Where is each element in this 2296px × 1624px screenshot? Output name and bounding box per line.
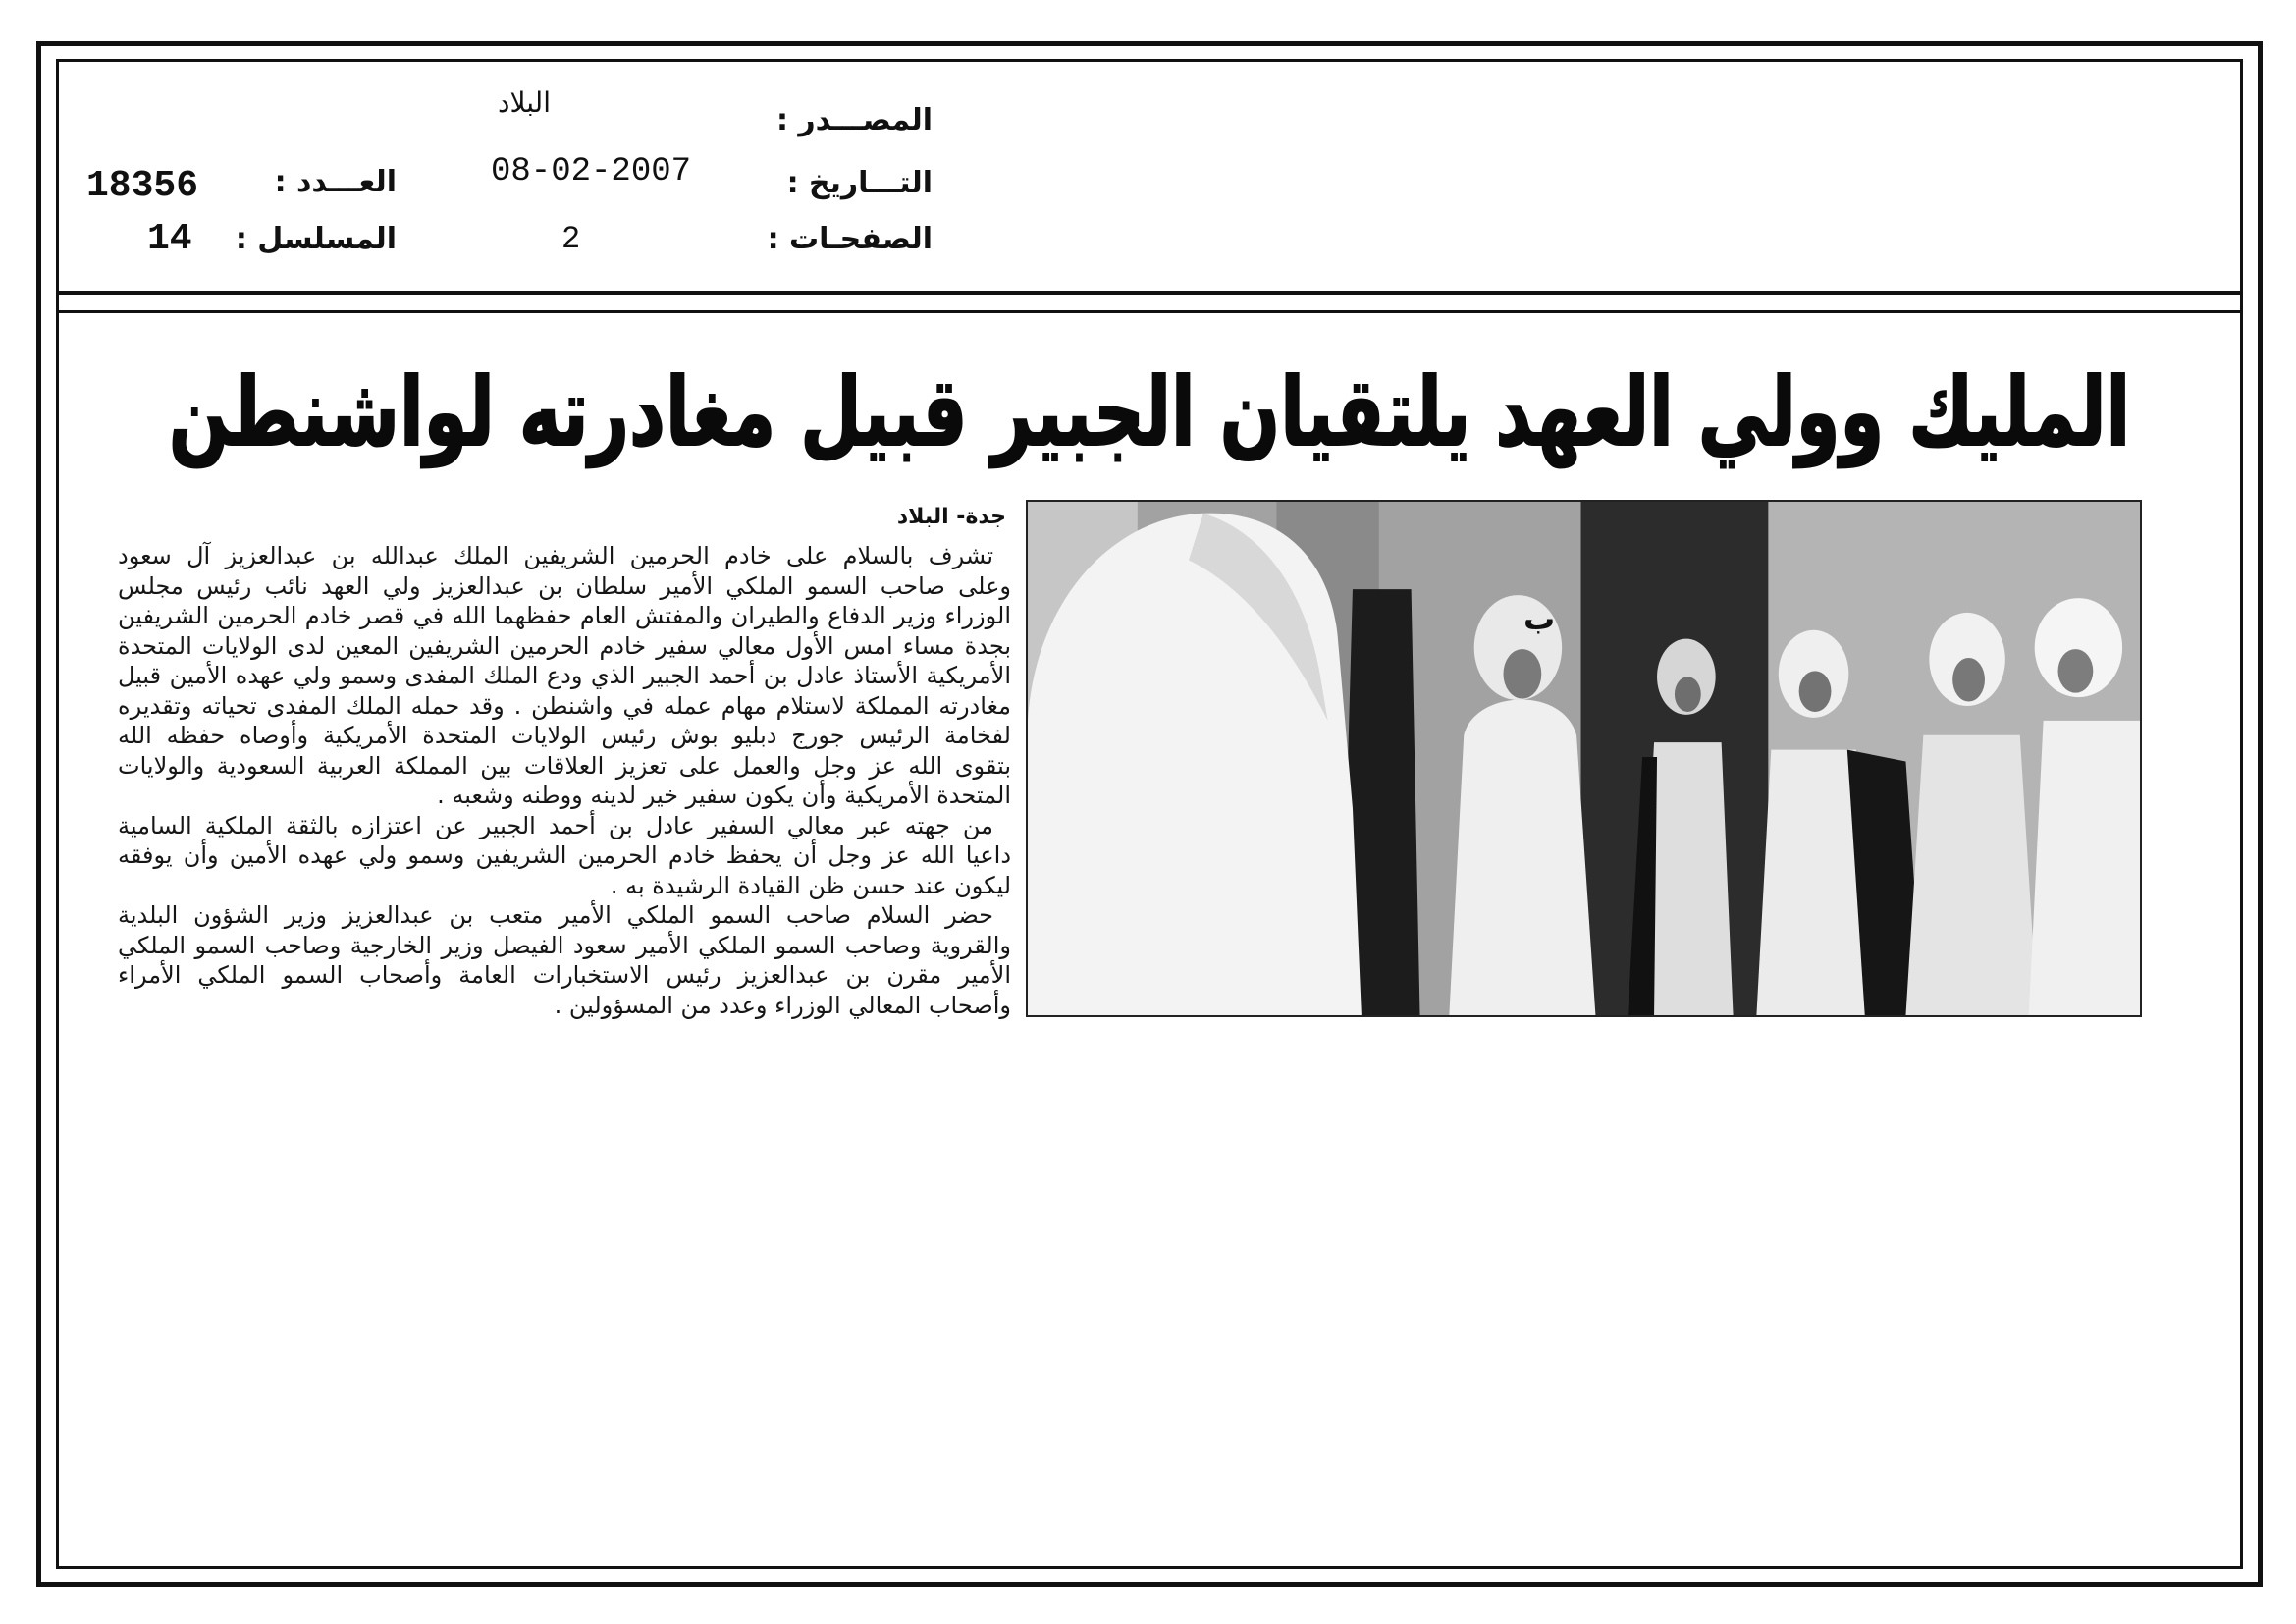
body-line: وأصحاب المعالي الوزراء وعدد من المسؤولين . bbox=[554, 991, 1011, 1019]
body-line: وعلى صاحب السمو الملكي الأمير سلطان بن عبدالعزيز ولي العهد نائب رئيس مجلس bbox=[118, 571, 1011, 600]
body-line: حضر السلام صاحب السمو الملكي الأمير متعب بن عبدالعزيز وزير الشؤون البلدية bbox=[118, 901, 993, 929]
issue-value: 18356 bbox=[86, 165, 199, 207]
pages-value: 2 bbox=[561, 221, 581, 257]
body-line: تشرف بالسلام على خادم الحرمين الشريفين الملك عبدالله بن عبدالعزيز آل سعود bbox=[118, 542, 993, 569]
serial-value: 14 bbox=[147, 218, 192, 260]
issue-label: العـــدد : bbox=[274, 165, 397, 199]
body-line: مغادرته المملكة لاستلام مهام عمله في واشنطن . وقد حمله الملك المفدى تحياته وتقديره bbox=[118, 691, 1011, 720]
header-divider-top bbox=[56, 291, 2243, 295]
headline: المليك وولي العهد يلتقيان الجبير قبيل مغادرته لواشنطن bbox=[168, 357, 2131, 467]
article-body bbox=[118, 541, 1011, 1020]
body-line: الأمريكية الأستاذ عادل بن أحمد الجبير الذي ودع الملك المفدى وسمو ولي عهده الأمين قبيل bbox=[118, 662, 1011, 689]
source-value: البلاد bbox=[498, 86, 551, 119]
dateline: جدة- البلاد bbox=[896, 505, 1006, 529]
body-line: بجدة مساء امس الأول معالي سفير خادم الحرمين الشريفين المعين لدى الولايات المتحدة bbox=[118, 631, 1011, 660]
photo-mark: ب bbox=[1523, 600, 1556, 637]
date-value: 08-02-2007 bbox=[491, 153, 692, 190]
serial-label: المسلسل : bbox=[235, 222, 397, 256]
body-line: داعيا الله عز وجل أن يحفظ خادم الحرمين الشريفين وسمو ولي عهده الأمين وأن يوفقه bbox=[118, 841, 1011, 869]
photo-image bbox=[1028, 502, 2140, 1015]
body-line: والقروية وصاحب السمو الملكي الأمير سعود الفيصل وزير الخارجية وصاحب السمو الملكي bbox=[118, 931, 1011, 959]
photo-figure-group-right bbox=[1756, 598, 2140, 1015]
pages-label: الصفحـات : bbox=[767, 222, 933, 256]
body-line: المتحدة الأمريكية وأن يكون سفير خير لدينه ووطنه وشعبه . bbox=[437, 782, 1011, 809]
source-label: المصـــدر : bbox=[775, 103, 933, 137]
body-line: بتقوى الله عز وجل والعمل على تعزيز العلاقات بين المملكة العربية السعودية والولايات bbox=[118, 751, 1011, 780]
body-line: لفخامة الرئيس جورج دبليو بوش رئيس الولايات المتحدة الأمريكية وأوصاه حفظه الله bbox=[118, 722, 1011, 749]
body-line: الأمير مقرن بن عبدالعزيز رئيس الاستخبارات العامة وأصحاب السمو الملكي الأمراء bbox=[118, 961, 1011, 989]
body-line: الوزراء وزير الدفاع والطيران والمفتش العام حفظهما الله في قصر خادم الحرمين الشريفين bbox=[118, 602, 1011, 629]
news-photo bbox=[1026, 500, 2142, 1017]
header-divider-bottom bbox=[56, 310, 2243, 313]
body-line: من جهته عبر معالي السفير عادل بن أحمد الجبير عن اعتزازه بالثقة الملكية السامية bbox=[118, 811, 993, 839]
photo-foreground-figure bbox=[1028, 514, 1362, 1015]
date-label: التـــاريخ : bbox=[786, 166, 933, 200]
headline-container bbox=[169, 353, 2130, 471]
body-line: ليكون عند حسن ظن القيادة الرشيدة به . bbox=[610, 871, 1011, 899]
